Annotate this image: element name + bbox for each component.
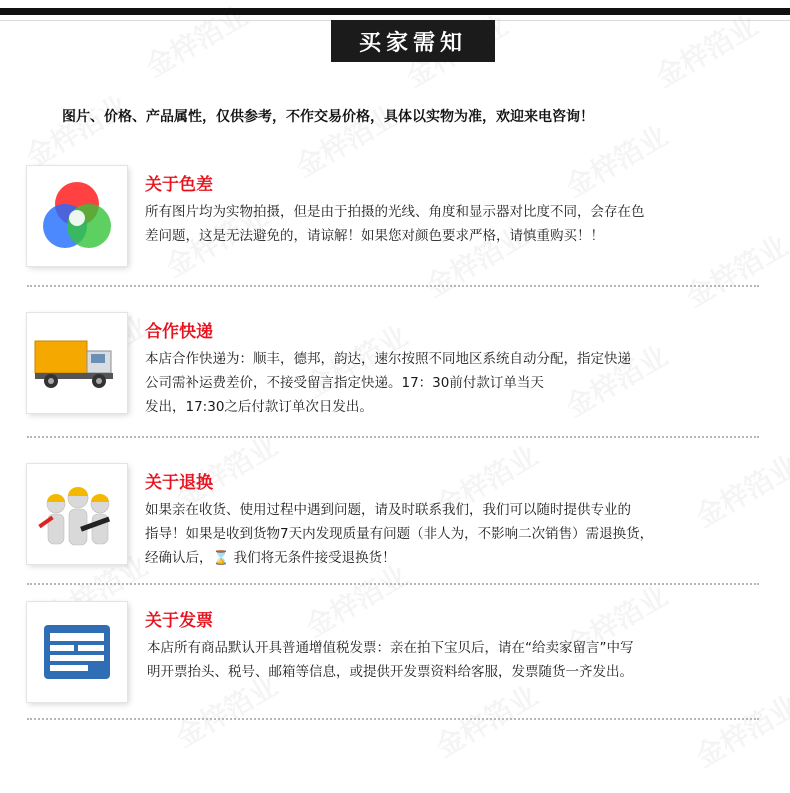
watermark-text	[558, 115, 675, 206]
text-line: 差问题，这是无法避免的，请谅解！如果您对颜色要求严格，请慎重购买！！	[145, 228, 604, 244]
text-line: 所有图片均为实物拍摄，但是由于拍摄的光线、角度和显示器对比度不同，会存在色	[145, 204, 645, 220]
notice-text: 图片、价格、产品属性，仅供参考，不作交易价格，具体以实物为准，欢迎来电咨询！	[62, 109, 594, 125]
top-bar	[0, 8, 790, 15]
section-text	[147, 636, 765, 684]
section-divider	[27, 436, 759, 438]
color-wheel-icon	[27, 166, 127, 266]
watermark-text	[688, 685, 790, 776]
workers-icon	[27, 464, 127, 564]
watermark-text	[648, 5, 765, 96]
section-text	[145, 498, 763, 570]
text-line: 指导！如果是收到货物7天内发现质量有问题（非人为，不影响二次销售）需退换货，	[145, 526, 654, 542]
text-line: 本店合作快递为：顺丰，德邦，韵达，速尔按照不同地区系统自动分配，指定快递	[145, 351, 631, 367]
section-divider	[27, 718, 759, 720]
text-line: 发出，17:30之后付款订单次日发出。	[145, 399, 373, 415]
watermark-text	[428, 675, 545, 766]
section-text	[145, 200, 763, 248]
section-divider	[27, 285, 759, 287]
section-title: 关于色差	[145, 175, 213, 195]
invoice-form-icon	[27, 602, 127, 702]
section-title: 关于退换	[145, 473, 213, 493]
text-line: 公司需补运费差价，不接受留言指定快递。17：30前付款订单当天	[145, 375, 544, 391]
text-line: 本店所有商品默认开具普通增值税发票：亲在拍下宝贝后，请在“给卖家留言”中写	[147, 640, 634, 656]
delivery-truck-icon	[27, 313, 127, 413]
section-divider	[27, 583, 759, 585]
watermark-text	[18, 85, 135, 176]
section-text	[145, 347, 763, 419]
section-title: 关于发票	[145, 611, 213, 631]
section-title: 合作快递	[145, 322, 213, 342]
page-title: 买家需知	[331, 20, 495, 62]
text-line: 经确认后，⌛ 我们将无条件接受退换货！	[145, 550, 396, 566]
text-line: 明开票抬头、税号、邮箱等信息，或提供开发票资料给客服，发票随货一齐发出。	[147, 664, 633, 680]
text-line: 如果亲在收货、使用过程中遇到问题，请及时联系我们，我们可以随时提供专业的	[145, 502, 631, 518]
